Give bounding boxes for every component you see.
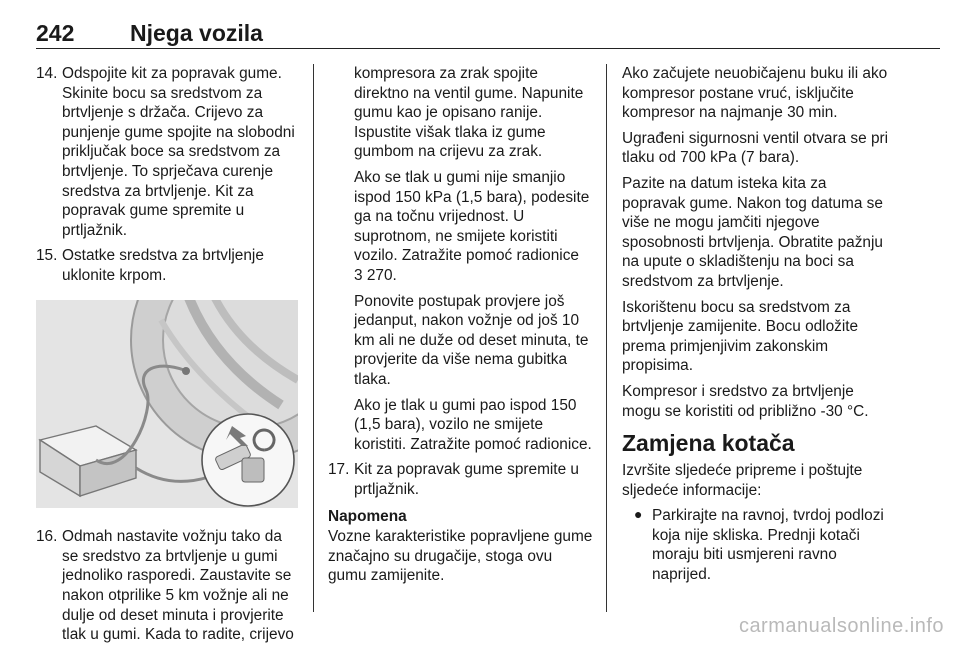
bullet-text: Parkirajte na ravnoj, tvrdoj podlozi koja nije skliska. Prednji kotači moraju biti usmjereni ravno naprijed.: [652, 507, 884, 584]
pressure-check-paragraph: [328, 168, 594, 286]
step-text: Odmah nastavite vožnju tako da se sredstvo za brtvljenje u gumi jednoliko rasporedi. Zaustavite se nakon otprilike 5 km vožnje ali ne dulje od deset minuta i provjerite tlak u gumi. Kada to radite, crijevo: [62, 528, 294, 644]
step-text: Kit za popravak gume spremite u prtljažnik.: [354, 461, 579, 498]
step-17: [328, 460, 594, 499]
header-rule: [36, 48, 940, 49]
step-number: 17.: [328, 461, 350, 479]
step-15: [36, 246, 302, 285]
watermark: carmanualsonline.info: [738, 615, 944, 637]
column-divider-2: [606, 64, 607, 612]
step-16-continued: kompresora za zrak spojite direktno na ventil gume. Napunite gumu kao je opisano ranije. Ispustite višak tlaka iz gume gumbom na crijevu za zrak.: [354, 65, 584, 161]
page-header: [20, 10, 940, 46]
noise-warning-paragraph: Ako začujete neuobičajenu buku ili ako kompresor postane vruć, isključite kompresor na najmanje 30 min.: [622, 65, 888, 122]
bullet-dot-icon: ●: [634, 506, 643, 523]
step-text: Ostatke sredstva za brtvljenje uklonite krpom.: [62, 247, 264, 284]
step-number: 16.: [36, 528, 58, 546]
column-2: [328, 64, 594, 592]
note-heading: Napomena: [328, 508, 407, 526]
step-14: [36, 64, 302, 240]
page-title: Njega vozila: [130, 20, 263, 46]
step-text: Odspojite kit za popravak gume. Skinite bocu sa sredstvom za brtvljenje s držača. Crijevo za punjenje gume spojite na slobodni priključak boce sa sredstvom za brtvljenje. To sprječava curenje sredstva za brtvljenje. Kit za popravak gume spremite u prtljažnik.: [62, 65, 295, 239]
disposal-paragraph: Iskorištenu bocu sa sredstvom za brtvljenje zamijenite. Bocu odložite prema primjenjivim zakonskim propisima.: [622, 298, 859, 375]
step-number: 14.: [36, 65, 58, 82]
safety-valve-paragraph: Ugrađeni sigurnosni ventil otvara se pri tlaku od 700 kPa (7 bara).: [622, 129, 889, 167]
note-text: Vozne karakteristike popravljene gume značajno su drugačije, stoga ovu gumu zamijenite.: [328, 528, 593, 585]
repeat-check-paragraph: Ponovite postupak provjere još jedanput, nakon vožnje od još 10 km ali ne duže od deset minuta, te provjerite da više nema gubitka tlaka.: [354, 292, 589, 388]
page-reference-link[interactable]: 3 270.: [354, 266, 397, 284]
temperature-paragraph: Kompresor i sredstvo za brtvljenje mogu se koristiti od približno -30 °C.: [622, 382, 869, 420]
section-intro: Izvršite sljedeće pripreme i poštujte sljedeće informacije:: [622, 462, 863, 499]
low-pressure-paragraph: Ako je tlak u gumi pao ispod 150 (1,5 bara), vozilo ne smijete koristiti. Zatražite pomoć radionice.: [354, 396, 592, 453]
column-divider-1: [313, 64, 314, 612]
column-1: [36, 64, 302, 651]
step-number: 15.: [36, 247, 58, 265]
column-3: [622, 64, 894, 585]
bullet-item: [622, 506, 894, 584]
expiry-paragraph: Pazite na datum isteka kita za popravak gume. Nakon tog datuma se više ne mogu jamčiti njegove sposobnosti brtvljenja. Obratite pažnju na upute o skladištenju na boci sa sredstvom za brtvljenje.: [622, 174, 883, 290]
tyre-repair-illustration: [36, 300, 298, 508]
section-heading: Zamjena kotača: [622, 430, 795, 457]
step-16: [36, 527, 302, 645]
paragraph-text: Ako se tlak u gumi nije smanjio ispod 150 kPa (1,5 bara), podesite ga na točnu vrijednost. U suprotnom, ne smijete koristiti vozilo. Zatražite pomoć radionice: [354, 168, 590, 265]
page-number: 242: [36, 20, 75, 46]
